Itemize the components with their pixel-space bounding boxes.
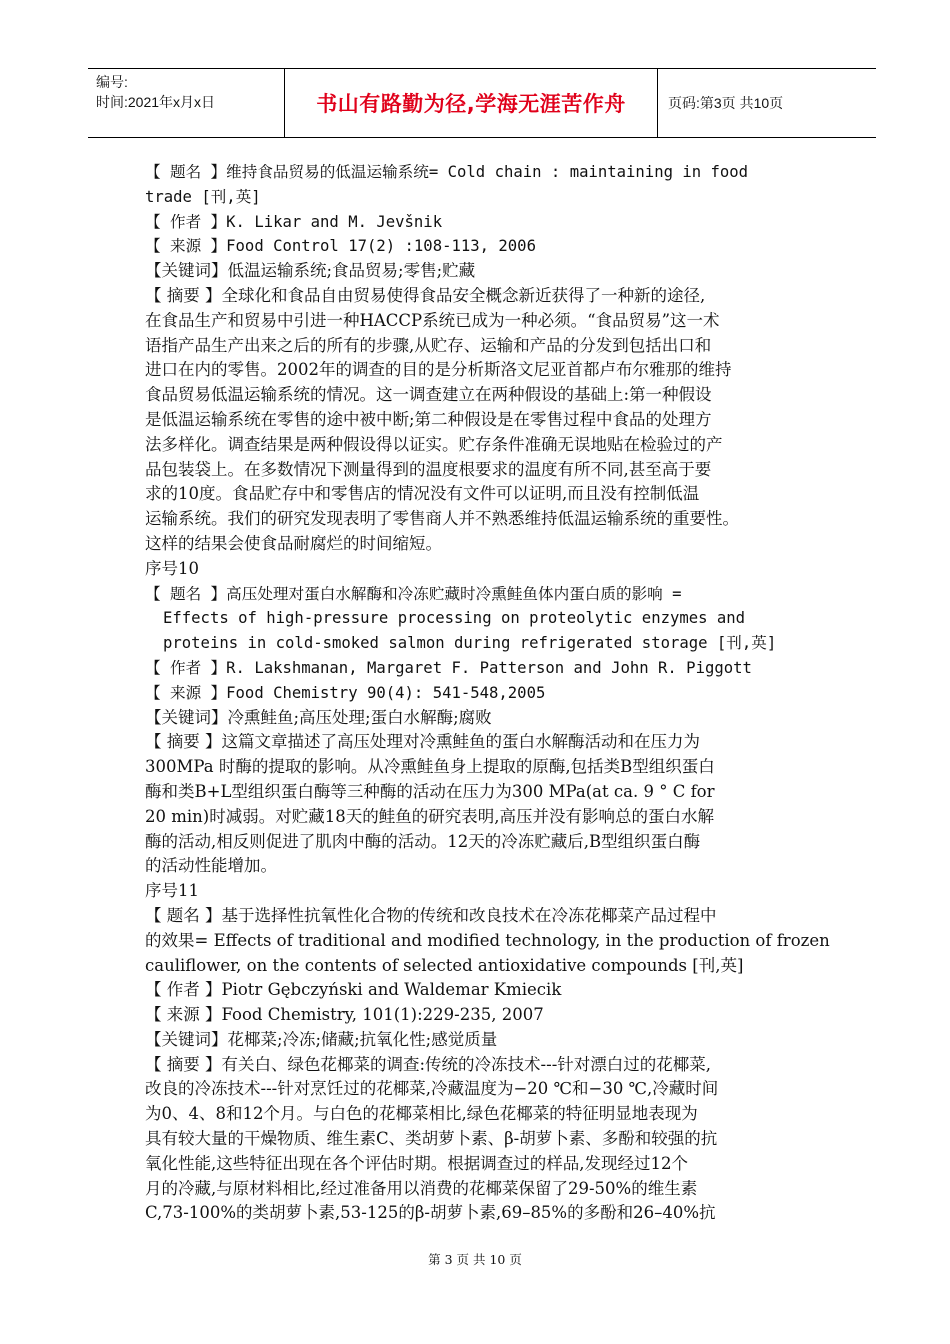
text-line: 月的冷藏,与原材料相比,经过准备用以消费的花椰菜保留了29-50%的维生素 xyxy=(145,1178,698,1198)
text-line: 【 作者 】Piotr Gębczyński and Waldemar Kmiecik xyxy=(145,980,562,1000)
text-line: 的活动性能增加。 xyxy=(145,856,277,876)
text-line: 【 摘要 】有关白、绿色花椰菜的调查:传统的冷冻技术---针对漂白过的花椰菜, xyxy=(145,1054,712,1074)
document-body xyxy=(145,160,835,1226)
text-line: 【 题名 】基于选择性抗氧性化合物的传统和改良技术在冷冻花椰菜产品过程中 xyxy=(145,905,717,925)
text-line: 酶的活动,相反则促进了肌肉中酶的活动。12天的冷冻贮藏后,B型组织蛋白酶 xyxy=(145,831,701,851)
text-line: 运输系统。我们的研究发现表明了零售商人并不熟悉维持低温运输系统的重要性。 xyxy=(145,509,739,529)
header-motto: 书山有路勤为径,学海无涯苦作舟 xyxy=(316,92,626,116)
text-line: 氧化性能,这些特征出现在各个评估时期。根据调查过的样品,发现经过12个 xyxy=(145,1153,688,1173)
footer-page-number: 第 3 页 共 10 页 xyxy=(428,1252,522,1267)
text-line: 改良的冷冻技术---针对烹饪过的花椰菜,冷藏温度为−20 ℃和−30 ℃,冷藏时间 xyxy=(145,1079,719,1099)
text-line: 酶和类B+L型组织蛋白酶等三种酶的活动在压力为300 MPa(at ca. 9 ° C for xyxy=(145,781,715,801)
text-line: 进口在内的零售。2002年的调查的目的是分析斯洛文尼亚首都卢布尔雅那的维持 xyxy=(145,360,732,380)
text-line: 【 题名 】维持食品贸易的低温运输系统= Cold chain : maintaining in food xyxy=(145,163,749,181)
text-line: 【 来源 】Food Chemistry, 101(1):229-235, 2007 xyxy=(145,1005,544,1025)
text-line: 20 min)时减弱。对贮藏18天的鲑鱼的研究表明,高压并没有影响总的蛋白水解 xyxy=(145,806,714,826)
text-line: 【 来源 】Food Chemistry 90(4): 541-548,2005 xyxy=(145,683,546,702)
text-line: 食品贸易低温运输系统的情况。这一调查建立在两种假设的基础上:第一种假设 xyxy=(145,385,712,405)
text-line: 是低温运输系统在零售的途中被中断;第二种假设是在零售过程中食品的处理方 xyxy=(145,409,712,429)
text-line: 语指产品生产出来之后的所有的步骤,从贮存、运输和产品的分发到包括出口和 xyxy=(145,335,712,355)
text-line: 序号11 xyxy=(145,881,199,901)
text-line: 求的10度。食品贮存中和零售店的情况没有文件可以证明,而且没有控制低温 xyxy=(145,484,700,504)
text-line: 【 摘要 】全球化和食品自由贸易使得食品安全概念新近获得了一种新的途径, xyxy=(145,285,706,305)
text-line: 法多样化。调查结果是两种假设得以证实。贮存条件准确无误地贴在检验过的产 xyxy=(145,434,723,454)
text-line: cauliflower, on the contents of selected antioxidative compounds [刊,英] xyxy=(145,955,744,975)
text-line: 这样的结果会使食品耐腐烂的时间缩短。 xyxy=(145,533,442,553)
doc-time-label: 时间:2021年x月x日 xyxy=(96,94,216,110)
text-line: 【关键词】花椰菜;冷冻;储藏;抗氧化性;感觉质量 xyxy=(145,1029,498,1049)
doc-number-label: 编号: xyxy=(96,74,128,90)
text-line: 为0、4、8和12个月。与白色的花椰菜相比,绿色花椰菜的特征明显地表现为 xyxy=(145,1104,698,1124)
text-line: 【 作者 】K. Likar and M. Jevšnik xyxy=(145,212,443,231)
text-line: 【 摘要 】这篇文章描述了高压处理对冷熏鲑鱼的蛋白水解酶活动和在压力为 xyxy=(145,732,700,752)
text-line: proteins in cold-smoked salmon during refrigerated storage [刊,英] xyxy=(163,634,777,653)
text-line: 品包装袋上。在多数情况下测量得到的温度根要求的温度有所不同,甚至高于要 xyxy=(145,459,712,479)
text-line: 的效果= Effects of traditional and modified technology, in the production of frozen xyxy=(145,930,830,950)
text-line: 300MPa 时酶的提取的影响。从冷熏鲑鱼身上提取的原酶,包括类B型组织蛋白 xyxy=(145,757,715,777)
text-line: 在食品生产和贸易中引进一种HACCP系统已成为一种必须。“食品贸易”这一术 xyxy=(145,310,720,330)
text-line: 【关键词】低温运输系统;食品贸易;零售;贮藏 xyxy=(145,261,476,281)
header-page-label: 页码:第3页 共10页 xyxy=(668,95,784,111)
text-line: trade [刊,英] xyxy=(145,187,261,206)
header-page-cell xyxy=(658,69,876,137)
header-meta xyxy=(88,69,284,137)
page-footer xyxy=(0,1250,950,1268)
text-line: 具有较大量的干燥物质、维生素C、类胡萝卜素、β-胡萝卜素、多酚和较强的抗 xyxy=(145,1129,718,1149)
text-line: 序号10 xyxy=(145,558,199,578)
text-line: 【 作者 】R. Lakshmanan, Margaret F. Patterson and John R. Piggott xyxy=(145,658,752,677)
text-line: 【 来源 】Food Control 17(2) :108-113, 2006 xyxy=(145,237,536,256)
page-header xyxy=(88,68,876,138)
header-motto-cell xyxy=(284,69,658,137)
text-line: 【 题名 】高压处理对蛋白水解酶和冷冻贮藏时冷熏鲑鱼体内蛋白质的影响 = xyxy=(145,584,682,603)
text-line: 【关键词】冷熏鲑鱼;高压处理;蛋白水解酶;腐败 xyxy=(145,707,492,727)
text-line: Effects of high-pressure processing on proteolytic enzymes and xyxy=(163,609,746,628)
text-line: C,73-100%的类胡萝卜素,53-125的β-胡萝卜素,69–85%的多酚和26–40%抗 xyxy=(145,1203,716,1223)
